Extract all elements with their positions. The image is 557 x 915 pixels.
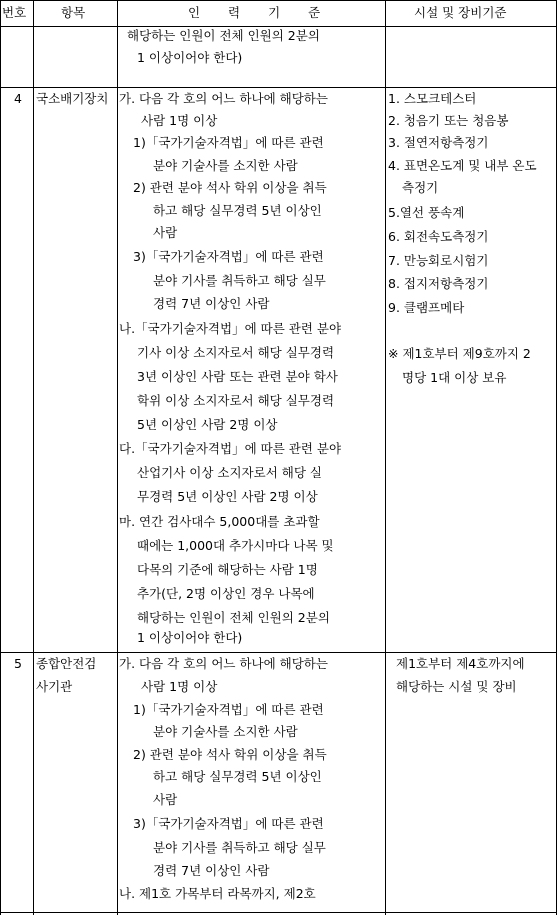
staff-line: 경력 7년 이상인 사람 (153, 296, 270, 311)
header-staff: 인 력 기 준 (188, 5, 321, 20)
facility-line: 1. 스모크테스터 (388, 91, 477, 106)
facility-line: 6. 회전속도측정기 (388, 229, 489, 244)
facility-line: 제1호부터 제4호까지에 (396, 656, 525, 671)
table-border-left (0, 0, 1, 915)
staff-line: 다.「국가기술자격법」에 따른 관련 분야 (119, 441, 342, 456)
facility-line: 7. 만능회로시험기 (388, 253, 489, 268)
staff-line: 하고 해당 실무경력 5년 이상인 (153, 769, 322, 784)
staff-line: 분야 기사를 취득하고 해당 실무 (153, 840, 326, 855)
staff-line: 1 이상이어야 한다) (137, 630, 243, 645)
header-divider (0, 26, 557, 27)
facility-line: ※ 제1호부터 제9호까지 2 (388, 346, 531, 361)
facility-line: 명당 1대 이상 보유 (402, 370, 507, 385)
staff-line: 2) 관련 분야 석사 학위 이상을 취득 (133, 180, 327, 195)
row-divider-4 (0, 87, 557, 88)
staff-line: 분야 기사를 취득하고 해당 실무 (153, 273, 326, 288)
staff-line: 2) 관련 분야 석사 학위 이상을 취득 (133, 747, 327, 762)
staff-line: 무경력 5년 이상인 사람 2명 이상 (137, 489, 318, 504)
facility-line: 3. 절연저항측정기 (388, 135, 489, 150)
row4-item: 국소배기장치 (36, 91, 109, 106)
column-divider-1 (33, 0, 34, 915)
staff-line: 사람 (153, 225, 178, 240)
staff-line: 나. 제1호 가목부터 라목까지, 제2호 (119, 886, 316, 901)
facility-line: 8. 접지저항측정기 (388, 276, 489, 291)
staff-line: 5년 이상인 사람 2명 이상 (137, 417, 278, 432)
staff-line: 해당하는 인원이 전체 인원의 2분의 (127, 28, 320, 43)
staff-line: 가. 다음 각 호의 어느 하나에 해당하는 (119, 91, 328, 106)
row5-number: 5 (14, 656, 22, 671)
staff-line: 분야 기술사를 소지한 사람 (153, 158, 298, 173)
facility-line: 9. 클램프메타 (388, 300, 465, 315)
staff-line: 1)「국가기술자격법」에 따른 관련 (133, 135, 324, 150)
staff-line: 경력 7년 이상인 사람 (153, 863, 270, 878)
staff-line: 하고 해당 실무경력 5년 이상인 (153, 203, 322, 218)
row5-item: 종합안전검 (36, 656, 97, 671)
staff-line: 분야 기술사를 소지한 사람 (153, 724, 298, 739)
staff-line: 사람 1명 이상 (141, 113, 218, 128)
column-divider-3 (385, 0, 386, 915)
facility-line: 측정기 (402, 180, 439, 195)
row-divider-5 (0, 652, 557, 653)
staff-line: 나.「국가기술자격법」에 따른 관련 분야 (119, 321, 342, 336)
staff-line: 마. 연간 검사대수 5,000대를 초과할 (119, 514, 320, 529)
staff-line: 3)「국가기술자격법」에 따른 관련 (133, 816, 324, 831)
staff-line: 산업기사 이상 소지자로서 해당 실 (137, 465, 322, 480)
table-border-bottom (0, 912, 557, 913)
staff-line: 학위 이상 소지자로서 해당 실무경력 (137, 393, 335, 408)
staff-line: 기사 이상 소지자로서 해당 실무경력 (137, 345, 335, 360)
staff-line: 1 이상이어야 한다) (137, 50, 243, 65)
facility-line: 5.열선 풍속계 (388, 205, 465, 220)
facility-line: 해당하는 시설 및 장비 (396, 679, 517, 694)
staff-line: 해당하는 인원이 전체 인원의 2분의 (137, 610, 330, 625)
row4-number: 4 (14, 91, 22, 106)
column-divider-2 (117, 0, 118, 915)
staff-line: 때에는 1,000대 추가시마다 나목 및 (137, 538, 334, 553)
header-item: 항목 (61, 5, 86, 20)
staff-line: 가. 다음 각 호의 어느 하나에 해당하는 (119, 656, 328, 671)
header-facility: 시설 및 장비기준 (414, 5, 507, 20)
staff-line: 다목의 기준에 해당하는 사람 1명 (137, 562, 318, 577)
header-no: 번호 (2, 5, 27, 20)
staff-line: 1)「국가기술자격법」에 따른 관련 (133, 702, 324, 717)
staff-line: 사람 (153, 792, 178, 807)
staff-line: 추가(단, 2명 이상인 경우 나목에 (137, 586, 315, 601)
facility-line: 2. 청음기 또는 청음봉 (388, 113, 509, 128)
row5-item: 사기관 (36, 679, 73, 694)
staff-line: 사람 1명 이상 (141, 679, 218, 694)
staff-line: 3년 이상인 사람 또는 관련 분야 학사 (137, 369, 338, 384)
staff-line: 3)「국가기술자격법」에 따른 관련 (133, 249, 324, 264)
table-border-top (0, 0, 557, 1)
facility-line: 4. 표면온도계 및 내부 온도 (388, 158, 537, 173)
